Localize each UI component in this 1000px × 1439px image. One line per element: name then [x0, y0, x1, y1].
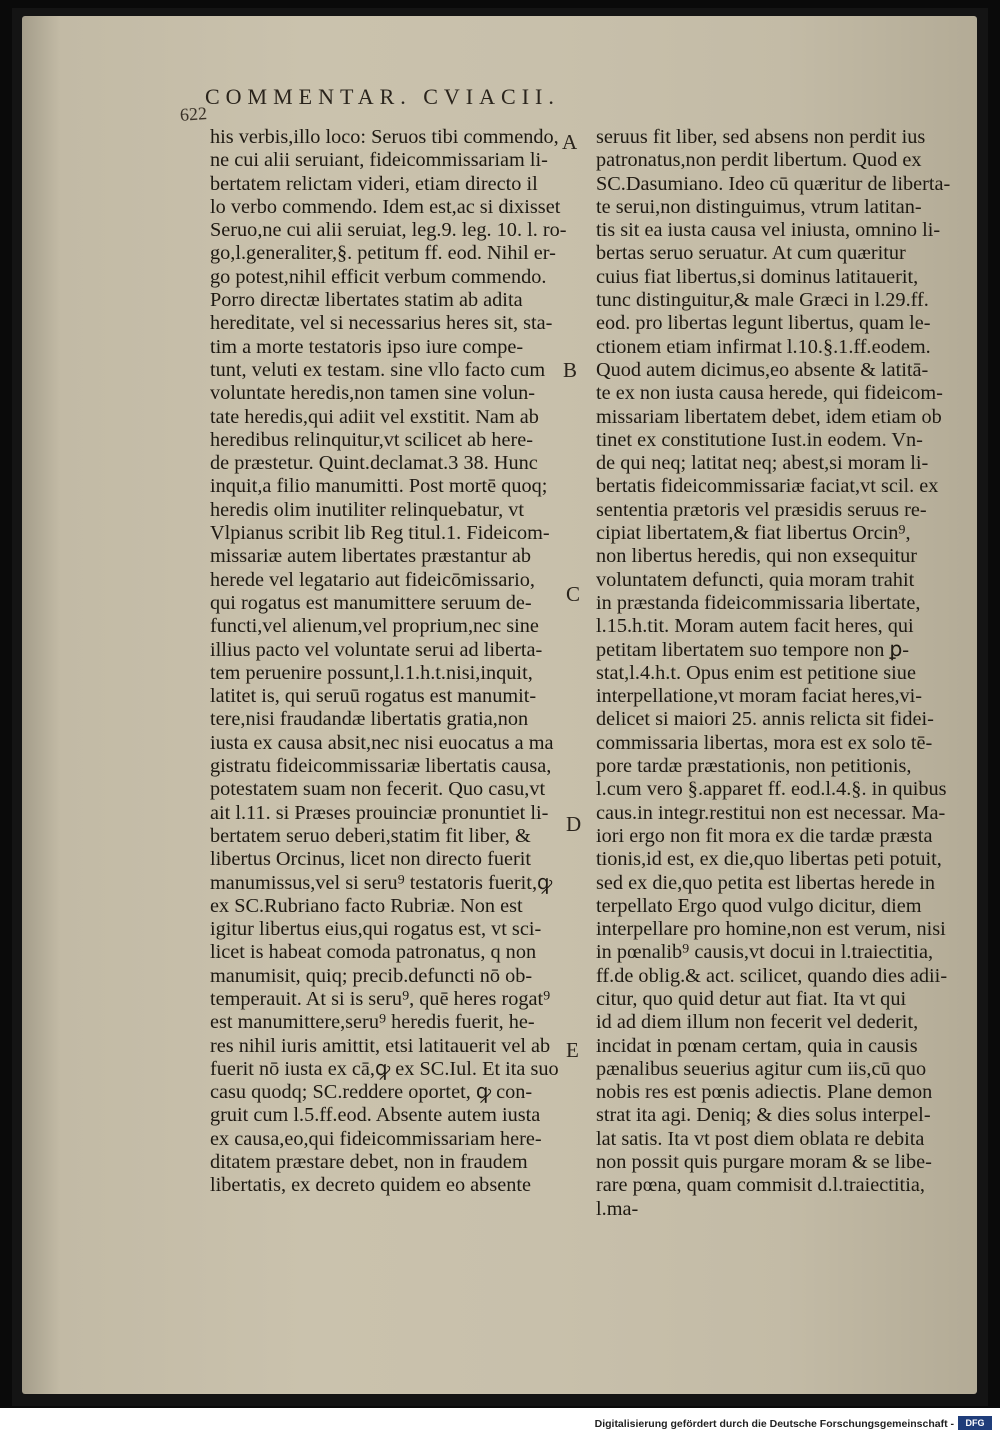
- text-line: Porro directæ libertates statim ab adita: [210, 289, 523, 312]
- text-line: voluntatem defuncti, quia moram trahit: [596, 568, 915, 591]
- margin-letter-a: A: [562, 130, 578, 154]
- margin-letter-e: E: [566, 1038, 579, 1062]
- text-line: Quod autem dicimus,eo absente & latitā-: [596, 358, 929, 381]
- text-line: bertatem seruo deberi,statim fit liber, &: [210, 824, 531, 847]
- text-line: pore tardæ præstationis, non petitionis,: [596, 755, 912, 778]
- text-line: missariam libertatem debet, idem etiam ob: [596, 405, 942, 428]
- text-line: herede vel legatario aut fideicōmissario,: [210, 568, 535, 591]
- text-line: his verbis,illo loco: Seruos tibi commendo,: [210, 126, 559, 148]
- text-line: go potest,nihil efficit verbum commendo.: [210, 265, 547, 288]
- text-line: ex SC.Rubriano facto Rubriæ. Non est: [210, 894, 523, 917]
- left-column: [210, 126, 570, 1198]
- text-line: missariæ autem libertates præstantur ab: [210, 545, 532, 568]
- text-line: rare pœna, quam commisit d.l.traiectitia,: [596, 1174, 925, 1197]
- text-line: gistratu fideicommissariæ libertatis causa,: [210, 755, 552, 778]
- text-line: voluntate heredis,non tamen sine volun-: [210, 382, 535, 405]
- text-line: hereditate, vel si necessarius heres sit, sta-: [210, 312, 553, 335]
- text-line: bertatem relictam videri, etiam directo il: [210, 172, 538, 195]
- text-line: ctionem etiam infirmat l.10.§.1.ff.eodem.: [596, 335, 931, 358]
- text-line: tate heredis,qui adiit vel exstitit. Nam ab: [210, 405, 539, 428]
- text-line: interpellare pro homine,non est verum, nisi: [596, 918, 946, 941]
- text-line: nobis res est pœnis adiectis. Plane demon: [596, 1081, 933, 1104]
- text-line: tem peruenire possunt,l.1.h.t.nisi,inquit,: [210, 661, 533, 684]
- text-line: tionis,id est, ex die,quo libertas peti potuit,: [596, 848, 942, 871]
- text-line: SC.Dasumiano. Ideo cū quæritur de liberta-: [596, 172, 951, 195]
- text-line: Vlpianus scribit lib Reg titul.1. Fideicom-: [210, 522, 550, 545]
- text-line: casu quodq; SC.reddere oportet, ꝙ con-: [210, 1081, 533, 1104]
- text-line: ditatem præstare debet, non in fraudem: [210, 1151, 528, 1174]
- text-line: tere,nisi fraudandæ libertatis gratia,non: [210, 708, 529, 731]
- dfg-logo: DFG: [958, 1416, 992, 1430]
- text-line: petitam libertatem suo tempore non ꝑ-: [596, 638, 910, 661]
- right-column: [596, 126, 962, 1221]
- text-line: tim a morte testatoris ipso iure compe-: [210, 335, 524, 358]
- text-line: l.ma-: [596, 1197, 639, 1220]
- running-head: COMMENTAR. CVIACII.: [205, 84, 560, 109]
- text-line: libertatis, ex decreto quidem eo absente: [210, 1174, 531, 1197]
- text-line: stat,l.4.h.t. Opus enim est petitione siue: [596, 661, 916, 684]
- text-line: patronatus,non perdit libertum. Quod ex: [596, 149, 922, 172]
- text-line: heredis olim inutiliter relinquebatur, vt: [210, 498, 525, 521]
- footer-credit: Digitalisierung gefördert durch die Deutsche Forschungsgemeinschaft -: [594, 1418, 954, 1430]
- text-line: licet is habeat comoda patronatus, q non: [210, 941, 537, 964]
- text-line: qui rogatus est manumittere seruum de-: [210, 591, 532, 614]
- text-line: ait l.11. si Præses prouinciæ pronuntiet li-: [210, 801, 549, 824]
- text-line: iusta ex causa absit,nec nisi euocatus a ma: [210, 731, 554, 754]
- text-line: in pœnalib⁹ causis,vt docui in l.traiectitia,: [596, 941, 934, 964]
- text-line: non possit quis purgare moram & se libe-: [596, 1151, 932, 1174]
- text-line: Seruo,ne cui alii seruiat, leg.9. leg. 10. l. ro-: [210, 219, 567, 242]
- text-line: cipiat libertatem,& fiat libertus Orcin⁹,: [596, 522, 911, 545]
- text-line: strat ita agi. Deniq; & dies solus interpel-: [596, 1104, 931, 1127]
- text-line: functi,vel alienum,vel proprium,nec sine: [210, 615, 539, 638]
- text-line: iori ergo non fit mora ex die tardæ præsta: [596, 824, 933, 847]
- text-line: potestatem suam non fecerit. Quo casu,vt: [210, 778, 546, 801]
- text-line: res nihil iuris amittit, etsi latitauerit vel ab: [210, 1034, 551, 1057]
- text-line: tis sit ea iusta causa vel iniusta, omnino li-: [596, 219, 941, 242]
- text-line: heredibus relinquitur,vt scilicet ab here-: [210, 428, 534, 451]
- text-line: tunc distinguitur,& male Græci in l.29.ff.: [596, 289, 929, 312]
- text-line: citur, quo quid detur aut fiat. Ita vt qui: [596, 987, 907, 1010]
- text-line: manumissus,vel si seru⁹ testatoris fuerit,ꝙ: [210, 871, 553, 894]
- text-line: interpellatione,vt moram faciat heres,vi-: [596, 685, 923, 708]
- text-line: ne cui alii seruiant, fideicommissariam li-: [210, 149, 548, 172]
- text-line: igitur libertus eius,qui rogatus est, vt sci-: [210, 918, 542, 941]
- text-line: est manumittere,seru⁹ heredis fuerit, he-: [210, 1011, 535, 1034]
- text-line: sententia prætoris vel præsidis seruus re-: [596, 498, 927, 521]
- text-line: seruus fit liber, sed absens non perdit ius: [596, 126, 926, 148]
- text-line: in præstanda fideicommissaria libertate,: [596, 591, 921, 614]
- text-line: inquit,a filio manumitti. Post mortē quoq;: [210, 475, 548, 498]
- text-line: te serui,non distinguimus, vtrum latitan-: [596, 195, 922, 218]
- text-line: libertus Orcinus, licet non directo fuerit: [210, 848, 532, 871]
- text-line: ff.de oblig.& act. scilicet, quando dies adii-: [596, 964, 948, 987]
- text-line: cuius fiat libertus,si dominus latitauerit,: [596, 265, 919, 288]
- text-line: de qui neq; latitat neq; abest,si moram li-: [596, 452, 929, 475]
- text-line: lat satis. Ita vt post diem oblata re debita: [596, 1127, 925, 1150]
- text-line: commissaria libertas, mora est ex solo tē-: [596, 731, 933, 754]
- text-line: lo verbo commendo. Idem est,ac si dixisset: [210, 195, 561, 218]
- text-line: pænalibus seuerius agitur cum iis,cū quo: [596, 1057, 927, 1080]
- text-line: tunt, veluti ex testam. sine vllo facto cum: [210, 358, 546, 381]
- text-line: sed ex die,quo petita est libertas herede in: [596, 871, 936, 894]
- text-line: id ad diem illum non fecerit vel dederit,: [596, 1011, 919, 1034]
- text-line: l.cum vero §.apparet ff. eod.l.4.§. in quibus: [596, 778, 947, 801]
- text-line: de præstetur. Quint.declamat.3 38. Hunc: [210, 452, 538, 475]
- text-line: go,l.generaliter,§. petitum ff. eod. Nihil er-: [210, 242, 556, 265]
- text-line: bertas seruo seruatur. At cum quæritur: [596, 242, 906, 265]
- margin-letter-d: D: [566, 812, 582, 836]
- text-line: te ex non iusta causa herede, qui fideicom-: [596, 382, 943, 405]
- text-line: ex causa,eo,qui fideicommissariam here-: [210, 1127, 542, 1150]
- margin-letter-c: C: [566, 582, 581, 606]
- text-line: bertatis fideicommissariæ faciat,vt scil. ex: [596, 475, 939, 498]
- text-line: tinet ex constitutione Iust.in eodem. Vn-: [596, 428, 923, 451]
- page-number: 622: [179, 103, 208, 125]
- margin-letter-b: B: [563, 358, 578, 382]
- text-line: manumisit, quiq; precib.defuncti nō ob-: [210, 964, 533, 987]
- text-line: gruit cum l.5.ff.eod. Absente autem iusta: [210, 1104, 541, 1127]
- text-line: terpellato Ergo quod vulgo dicitur, diem: [596, 894, 922, 917]
- text-line: eod. pro libertas legunt libertus, quam le-: [596, 312, 931, 335]
- text-line: delicet si maiori 25. annis relicta sit fidei-: [596, 708, 934, 731]
- text-line: illius pacto vel voluntate serui ad liberta-: [210, 638, 543, 661]
- text-line: caus.in integr.restitui non est necessar. Ma-: [596, 801, 946, 824]
- text-line: temperauit. At si is seru⁹, quē heres rogat⁹: [210, 987, 551, 1010]
- text-line: non libertus heredis, qui non exsequitur: [596, 545, 918, 568]
- text-line: latitet is, qui seruū rogatus est manumit-: [210, 685, 537, 708]
- text-line: fuerit nō iusta ex cā,ꝙ ex SC.Iul. Et ita suo: [210, 1057, 559, 1080]
- text-line: incidat in pœnam certam, quia in causis: [596, 1034, 918, 1057]
- text-line: l.15.h.tit. Moram autem facit heres, qui: [596, 615, 914, 638]
